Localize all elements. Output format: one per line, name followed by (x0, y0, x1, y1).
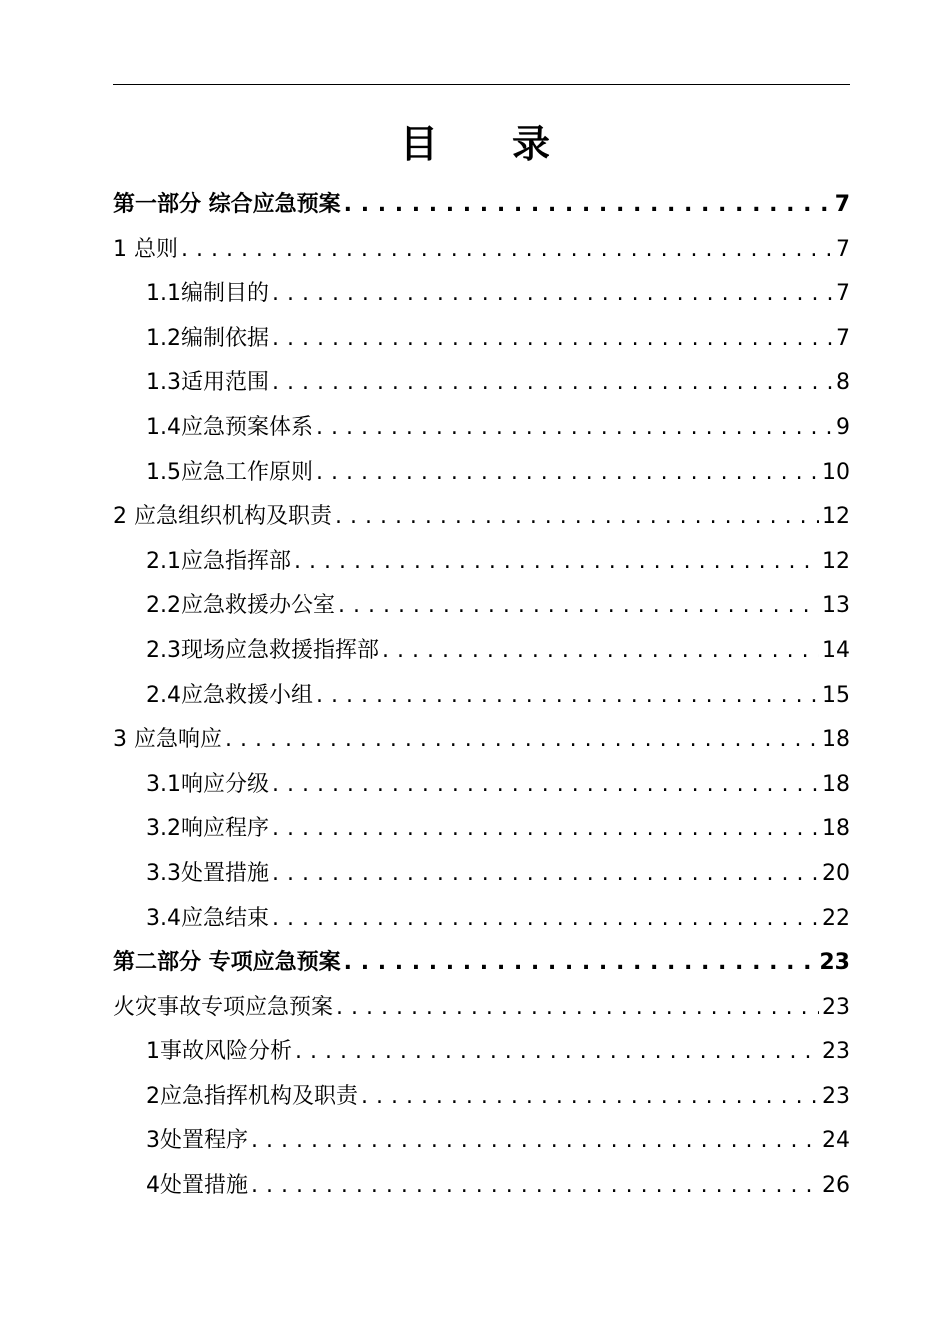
toc-entry[interactable] (113, 941, 850, 986)
toc-entry-label: 2应急指挥机构及职责 (146, 1083, 358, 1109)
toc-entry-page-number: 23 (819, 950, 850, 976)
toc-entry-label: 1.5应急工作原则 (146, 459, 313, 485)
dot-leader (272, 807, 819, 852)
toc-entry[interactable] (113, 807, 850, 852)
toc-entry-label: 第二部分 专项应急预案 (113, 950, 341, 976)
dot-leader (316, 406, 833, 451)
toc-entry[interactable] (113, 986, 850, 1031)
toc-entry-page-number: 20 (822, 860, 850, 886)
dot-leader (335, 495, 819, 540)
dot-leader (181, 228, 833, 273)
toc-entry-label: 2.4应急救援小组 (146, 682, 313, 708)
toc-entry[interactable] (113, 451, 850, 496)
toc-entry-page-number: 23 (822, 994, 850, 1020)
dot-leader (336, 986, 819, 1031)
toc-entry[interactable] (113, 361, 850, 406)
toc-entry[interactable] (113, 406, 850, 451)
toc-entry[interactable] (113, 852, 850, 897)
toc-entry-label: 1.4应急预案体系 (146, 414, 313, 440)
toc-entry-page-number: 7 (836, 281, 850, 307)
toc-entry-page-number: 9 (836, 414, 850, 440)
toc-entry-label: 3.1响应分级 (146, 771, 269, 797)
toc-entry[interactable] (113, 317, 850, 362)
toc-entry[interactable] (113, 584, 850, 629)
toc-entry[interactable] (113, 495, 850, 540)
toc-entry-label: 2 应急组织机构及职责 (113, 504, 332, 530)
toc-entry-page-number: 7 (836, 325, 850, 351)
dot-leader (272, 361, 833, 406)
toc-entry[interactable] (113, 1030, 850, 1075)
toc-entry-page-number: 15 (822, 682, 850, 708)
toc-entry[interactable] (113, 629, 850, 674)
toc-entry-label: 1.2编制依据 (146, 325, 269, 351)
toc-entry-label: 1 总则 (113, 236, 178, 262)
header-rule (113, 84, 850, 85)
toc-entry[interactable] (113, 1164, 850, 1209)
toc-entry-page-number: 18 (822, 771, 850, 797)
toc-entry[interactable] (113, 1075, 850, 1120)
toc-entry[interactable] (113, 763, 850, 808)
dot-leader (272, 763, 819, 808)
toc-entry[interactable] (113, 1119, 850, 1164)
toc-entry-page-number: 14 (822, 637, 850, 663)
toc-title-char-1: 目 (399, 122, 438, 166)
toc-entry-page-number: 22 (822, 905, 850, 931)
toc-entry-label: 1.3适用范围 (146, 370, 269, 396)
toc-entry-label: 2.1应急指挥部 (146, 548, 291, 574)
toc-entry[interactable] (113, 183, 850, 228)
toc-entry[interactable] (113, 540, 850, 585)
toc-entry-page-number: 12 (822, 548, 850, 574)
toc-entry-label: 1事故风险分析 (146, 1039, 292, 1065)
dot-leader (272, 897, 819, 942)
toc-entry[interactable] (113, 228, 850, 273)
toc-entry-page-number: 7 (834, 192, 850, 217)
toc-entry-page-number: 18 (822, 816, 850, 842)
toc-entry-label: 2.2应急救援办公室 (146, 593, 335, 619)
dot-leader (272, 852, 819, 897)
toc-entry-page-number: 18 (822, 727, 850, 753)
dot-leader (294, 540, 819, 585)
dot-leader (361, 1075, 819, 1120)
toc-entry-page-number: 13 (822, 593, 850, 619)
toc-entry-label: 3.2响应程序 (146, 816, 269, 842)
dot-leader (272, 272, 833, 317)
toc-entry-label: 2.3现场应急救援指挥部 (146, 637, 379, 663)
dot-leader (272, 317, 833, 362)
toc-entry-page-number: 23 (822, 1083, 850, 1109)
toc-entry-label: 第一部分 综合应急预案 (113, 192, 341, 217)
dot-leader (225, 718, 819, 763)
toc-entry-label: 3处置程序 (146, 1128, 248, 1154)
toc-entry-page-number: 12 (822, 504, 850, 530)
toc-entry-page-number: 26 (822, 1173, 850, 1199)
dot-leader (316, 451, 819, 496)
toc-entry-page-number: 23 (822, 1039, 850, 1065)
dot-leader (344, 941, 817, 986)
dot-leader (251, 1119, 819, 1164)
toc-entry-page-number: 7 (836, 236, 850, 262)
toc-entry-page-number: 8 (836, 370, 850, 396)
toc-entry[interactable] (113, 897, 850, 942)
dot-leader (251, 1164, 819, 1209)
toc-entry-label: 4处置措施 (146, 1173, 248, 1199)
toc-title (0, 118, 950, 170)
dot-leader (316, 674, 819, 719)
dot-leader (295, 1030, 819, 1075)
toc-entry-label: 3.4应急结束 (146, 905, 269, 931)
toc-entry-label: 火灾事故专项应急预案 (113, 994, 334, 1020)
toc-entry[interactable] (113, 674, 850, 719)
toc-entry-page-number: 10 (822, 459, 850, 485)
toc-entry[interactable] (113, 718, 850, 763)
dot-leader (344, 183, 832, 228)
toc-entry-label: 3 应急响应 (113, 727, 222, 753)
toc-entry-label: 1.1编制目的 (146, 281, 269, 307)
dot-leader (382, 629, 819, 674)
toc-entry-label: 3.3处置措施 (146, 860, 269, 886)
dot-leader (338, 584, 819, 629)
toc-title-char-2: 录 (512, 122, 551, 166)
toc-entry-page-number: 24 (822, 1128, 850, 1154)
toc-entry[interactable] (113, 272, 850, 317)
toc-list (113, 183, 850, 1209)
